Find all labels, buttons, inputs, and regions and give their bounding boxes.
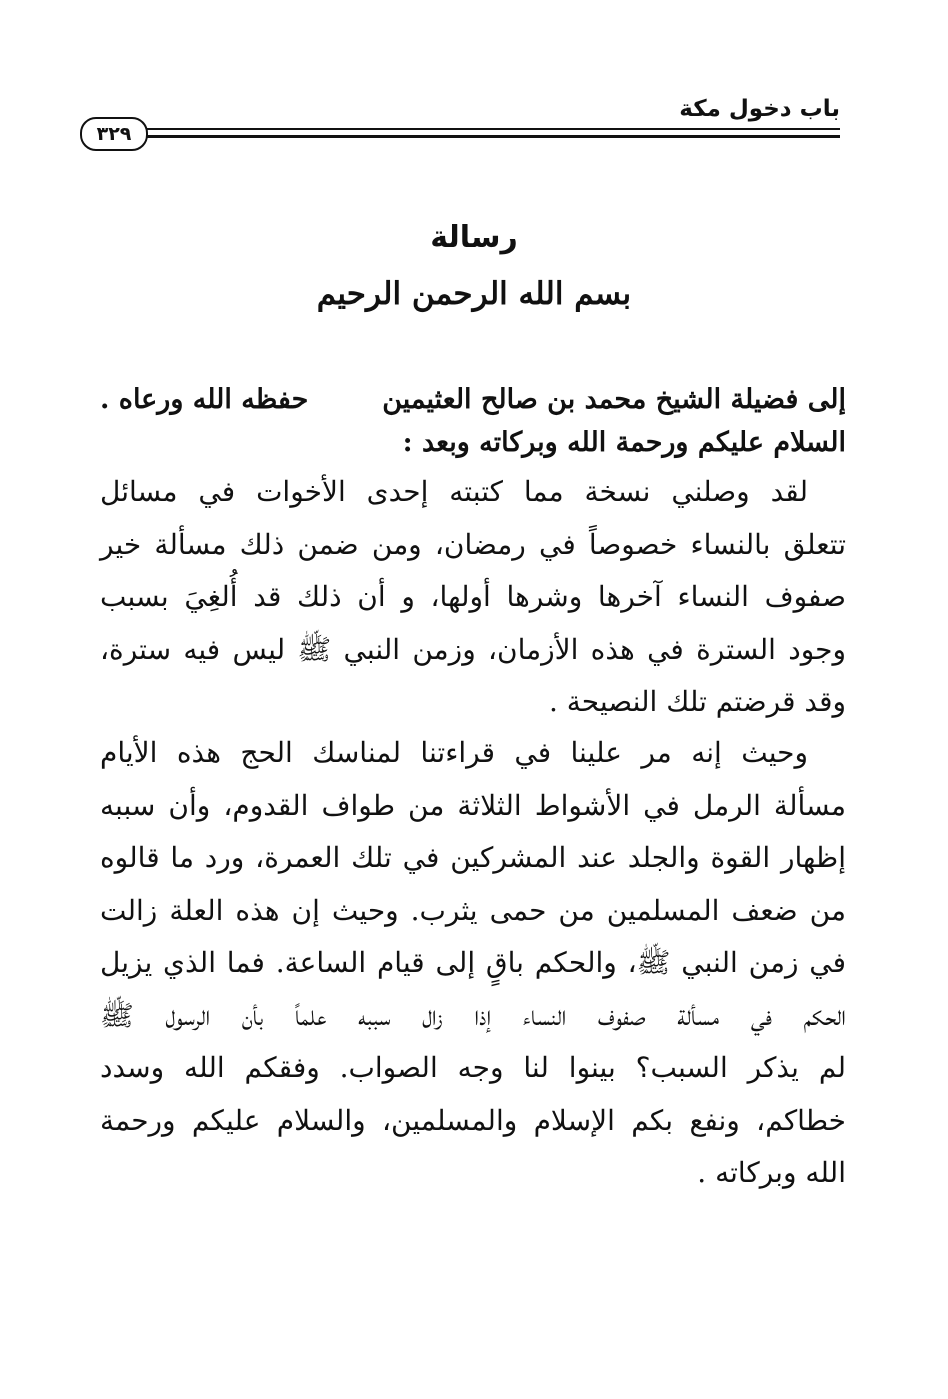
- letter-title: رسالة: [430, 220, 518, 255]
- addressee-blessing: حفظه الله ورعاه .: [100, 384, 309, 415]
- paragraph-1-line: وقد قرضتم تلك النصيحة .: [548, 685, 846, 718]
- paragraph-2-line: خطاكم، ونفع بكم الإسلام والمسلمين، والسلام عليكم ورحمة: [100, 1103, 846, 1137]
- paragraph-2: [100, 727, 846, 1200]
- paragraph-1-line: تتعلق بالنساء خصوصاً في رمضان، ومن ضمن ذلك مسألة خير: [100, 527, 847, 561]
- basmala-heading: بسم الله الرحمن الرحيم: [316, 276, 632, 312]
- page-number-badge: ٣٢٩: [80, 117, 148, 151]
- paragraph-1: [100, 466, 846, 729]
- paragraph-1-line: صفوف النساء آخرها وشرها أولها، و أن ذلك قد أُلغِيَ بسبب: [100, 580, 846, 613]
- paragraph-2-line: الله وبركاته .: [697, 1156, 846, 1189]
- paragraph-2-line: وحيث إنه مر علينا في قراءتنا لمناسك الحج هذه الأيام: [100, 736, 808, 769]
- paragraph-2-line: من ضعف المسلمين من حمى يثرب. وحيث إن هذه العلة زالت: [100, 893, 846, 927]
- paragraph-1-line: وجود السترة في هذه الأزمان، وزمن النبي ﷺ ليس فيه سترة،: [100, 632, 846, 666]
- header-rule-thick: [140, 135, 840, 138]
- chapter-header-title: باب دخول مكة: [679, 96, 840, 122]
- paragraph-2-line: لم يذكر السبب؟ بينوا لنا وجه الصواب. وفقكم الله وسدد: [100, 1051, 846, 1084]
- greeting-line: السلام عليكم ورحمة الله وبركاته وبعد :: [402, 427, 846, 458]
- paragraph-2-line: إظهار القوة والجلد عند المشركين في تلك العمرة، ورد ما قالوه: [100, 841, 846, 874]
- paragraph-2-line: مسألة الرمل في الأشواط الثلاثة من طواف القدوم، وأن سببه: [100, 788, 846, 822]
- addressee-line: [100, 377, 846, 423]
- paragraph-2-line: الحكم في مسألة صفوف النساء إذا زال سببه علماً بأن الرسول ﷺ: [100, 998, 846, 1032]
- header-rule-thin: [140, 128, 840, 130]
- addressee-name: إلى فضيلة الشيخ محمد بن صالح العثيمين: [382, 384, 846, 415]
- paragraph-1-line: لقد وصلني نسخة مما كتبته إحدى الأخوات في مسائل: [100, 475, 808, 508]
- paragraph-2-line: في زمن النبي ﷺ، والحكم باقٍ إلى قيام الساعة. فما الذي يزيل: [100, 946, 846, 979]
